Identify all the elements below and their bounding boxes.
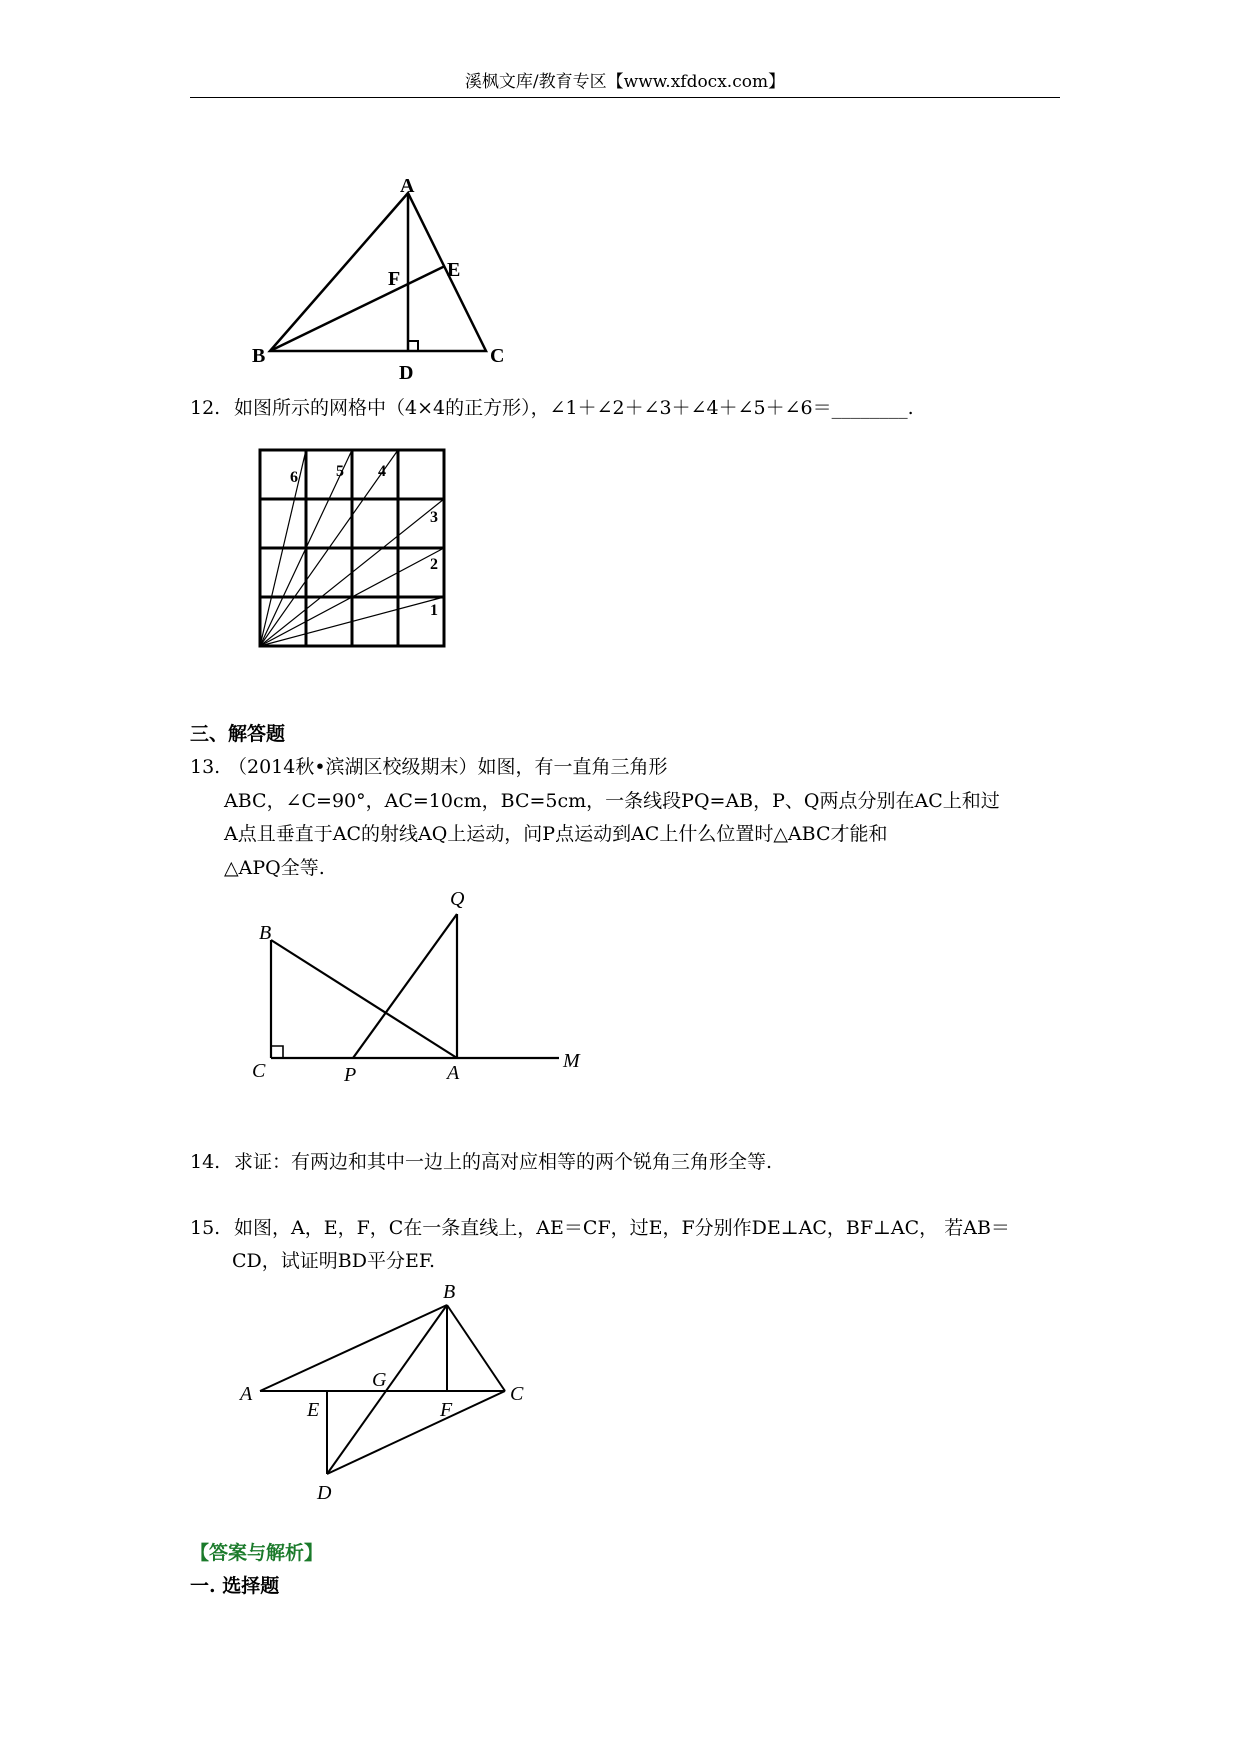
- label-c: C: [490, 345, 505, 367]
- label-b: B: [252, 345, 266, 367]
- segment-ab: [260, 1305, 447, 1391]
- grid-label-2: 2: [430, 556, 438, 573]
- label-b: B: [259, 922, 272, 944]
- label-d: D: [399, 362, 414, 384]
- label-g: G: [372, 1369, 387, 1391]
- q13-line1: （2014秋•滨湖区校级期末）如图，有一直角三角形: [228, 756, 668, 778]
- segment-ba: [271, 940, 457, 1058]
- label-b: B: [443, 1281, 456, 1303]
- grid-figure-q12: [250, 445, 460, 650]
- q15-line1: 如图，A，E，F，C在一条直线上，AE＝CF，过E，F分别作DE⊥AC，BF⊥AC， 若AB＝: [234, 1217, 1010, 1239]
- section-3-title: 三、解答题: [190, 723, 286, 745]
- label-f: F: [440, 1399, 453, 1421]
- figure-q15: [235, 1278, 545, 1503]
- segment-bc: [447, 1305, 505, 1391]
- answers-section-1: 一. 选择题: [190, 1575, 280, 1597]
- right-angle-mark: [408, 341, 418, 351]
- segment-be: [270, 266, 445, 351]
- q15-number: 15.: [190, 1217, 221, 1239]
- q14-number: 14.: [190, 1151, 221, 1173]
- grid-label-5: 5: [336, 463, 344, 480]
- label-m: M: [563, 1050, 580, 1072]
- label-c: C: [252, 1060, 266, 1082]
- segment-bd: [327, 1305, 447, 1474]
- triangle-figure-q11: [240, 170, 520, 385]
- q13-line4: △APQ全等.: [224, 857, 325, 879]
- label-f: F: [388, 268, 401, 290]
- grid-label-4: 4: [378, 463, 386, 480]
- right-angle-mark: [271, 1046, 283, 1058]
- label-q: Q: [450, 888, 465, 910]
- label-e: E: [447, 259, 461, 281]
- answers-title: 【答案与解析】: [190, 1542, 324, 1564]
- label-a: A: [400, 175, 415, 197]
- header-rule: [190, 97, 1060, 98]
- figure-q13: [245, 878, 595, 1093]
- label-d: D: [317, 1482, 332, 1503]
- q13-line3: A点且垂直于AC的射线AQ上运动，问P点运动到AC上什么位置时△ABC才能和: [224, 823, 888, 845]
- q13-line2: ABC，∠C=90°，AC=10cm，BC=5cm，一条线段PQ=AB，P、Q两点分别在AC上和过: [224, 790, 1000, 812]
- label-e: E: [307, 1399, 320, 1421]
- grid-label-6: 6: [290, 469, 298, 486]
- q15-line2: CD，试证明BD平分EF.: [232, 1250, 436, 1272]
- label-a: A: [447, 1062, 460, 1084]
- q12-text: 如图所示的网格中（4×4的正方形），∠1＋∠2＋∠3＋∠4＋∠5＋∠6＝________.: [234, 397, 914, 419]
- label-p: P: [344, 1064, 357, 1086]
- q13-number: 13.: [190, 756, 221, 778]
- page-header: 溪枫文库/教育专区【www.xfdocx.com】: [464, 72, 786, 92]
- q12-number: 12.: [190, 397, 221, 419]
- label-a: A: [240, 1383, 253, 1405]
- grid-label-3: 3: [430, 509, 438, 526]
- grid-label-1: 1: [430, 602, 438, 619]
- q14-text: 求证：有两边和其中一边上的高对应相等的两个锐角三角形全等.: [234, 1151, 773, 1173]
- label-c: C: [510, 1383, 524, 1405]
- segment-pq: [353, 914, 457, 1058]
- segment-dc: [327, 1391, 505, 1474]
